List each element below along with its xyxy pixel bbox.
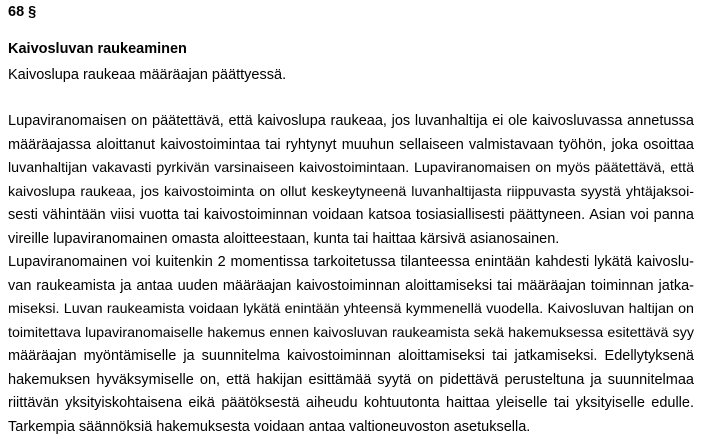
section-number: 68 § bbox=[8, 3, 36, 21]
paragraph-line: van raukeamista ja antaa uuden määräajan kaivostoiminnan aloittamiseksi tai määräajan toiminnan jatka- bbox=[8, 275, 694, 299]
paragraph-line: kaivoslupa raukeaa, jos kaivostoiminta on ollut keskeytyneenä luvanhaltijasta riippuvasta syystä yhtäjaksoi- bbox=[8, 181, 694, 205]
paragraph-line: sesti vähintään viisi vuotta tai kaivostoiminnan voidaan katsoa tosiasiallisesti päättyneen. Asian voi panna bbox=[8, 204, 694, 228]
paragraph-line: vireille lupaviranomainen omasta aloitteestaan, kunta tai haittaa kärsivä asianosainen. bbox=[8, 228, 694, 252]
paragraph-line: miseksi. Luvan raukeamista voidaan lykätä enintään yhteensä kymmenellä vuodella. Kaivosluvan haltijan on bbox=[8, 298, 694, 322]
paragraph-line: hakemuksen hyväksymiselle on, että hakijan esittämää syytä on pidettävä perusteltuna ja suunnitelmaa bbox=[8, 369, 694, 393]
paragraph-2 bbox=[8, 110, 694, 251]
paragraph-line: toimitettava lupaviranomaiselle hakemus ennen kaivosluvan raukeamista sekä hakemuksessa esitettävä syy bbox=[8, 322, 694, 346]
paragraph-line: riittävän yksityiskohtaisena eikä päätöksestä aiheudu kohtuutonta haittaa yleiselle tai yksityiselle edulle. bbox=[8, 392, 694, 416]
paragraph-1 bbox=[8, 64, 286, 88]
paragraph-line: määräajassa aloittanut kaivostoimintaa tai ryhtynyt muuhun sellaiseen valmistavaan työhön, joka osoittaa bbox=[8, 134, 694, 158]
paragraph-line: Lupaviranomaisen on päätettävä, että kaivoslupa raukeaa, jos luvanhaltija ei ole kaivosluvassa annetussa bbox=[8, 110, 694, 134]
section-title: Kaivosluvan raukeaminen bbox=[8, 40, 187, 58]
paragraph-line: Kaivoslupa raukeaa määräajan päättyessä. bbox=[8, 64, 286, 88]
paragraph-line: määräajan myöntämiselle ja suunnitelma kaivostoiminnan aloittamiseksi tai jatkamiseksi. Edellytyksenä bbox=[8, 345, 694, 369]
paragraph-line: luvanhaltijan vakavasti pyrkivän varsinaiseen kaivostoimintaan. Lupaviranomaisen on myös päätettävä, että bbox=[8, 157, 694, 181]
paragraph-line: Lupaviranomainen voi kuitenkin 2 momentissa tarkoitetussa tilanteessa enintään kahdesti lykätä kaivoslu- bbox=[8, 251, 694, 275]
paragraph-line: Tarkempia säännöksiä hakemuksesta voidaan antaa valtioneuvoston asetuksella. bbox=[8, 416, 694, 439]
paragraph-3 bbox=[8, 251, 694, 439]
